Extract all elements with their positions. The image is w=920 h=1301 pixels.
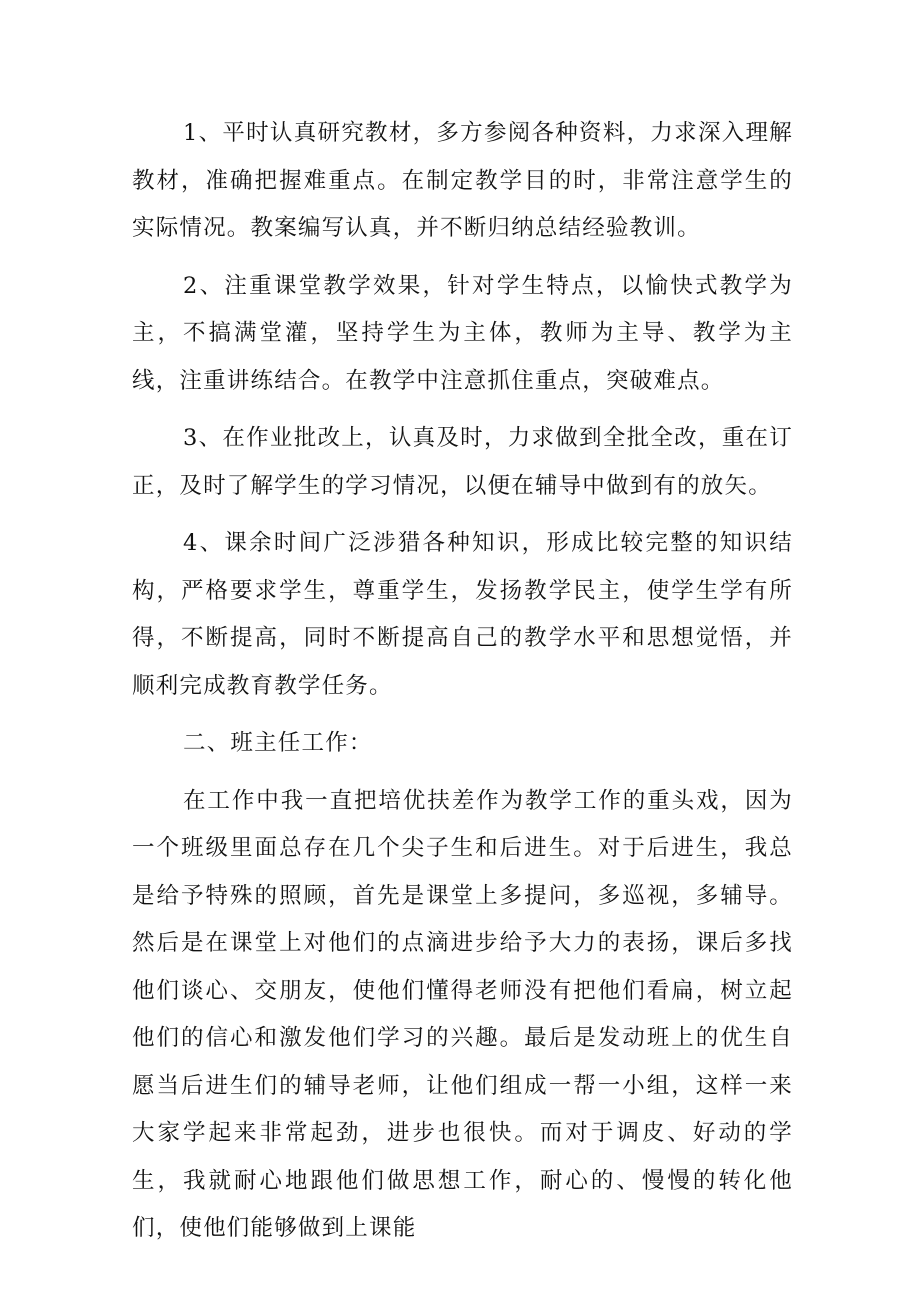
paragraph-1: 1、平时认真研究教材，多方参阅各种资料，力求深入理解教材，准确把握难重点。在制定教学目的时，非常注意学生的实际情况。教案编写认真，并不断归纳总结经验教训。 [132,120,793,241]
section-paragraph: 在工作中我一直把培优扶差作为教学工作的重头戏，因为一个班级里面总存在几个尖子生和后进生。对于后进生，我总是给予特殊的照顾，首先是课堂上多提问，多巡视，多辅导。然后是在课堂上对他们的点滴进步给予大力的表扬，课后多找他们谈心、交朋友，使他们懂得老师没有把他们看扁，树立起他们的信心和激发他们学习的兴趣。最后是发动班上的优生自愿当后进生们的辅导老师，让他们组成一帮一小组，这样一来大家学起来非常起劲，进步也很快。而对于调皮、好动的学生，我就耐心地跟他们做思想工作，耐心的、慢慢的转化他们，使他们能够做到上课能 [132,787,793,1241]
section-heading: 二、班主任工作： [183,730,373,756]
paragraph-4: 4、课余时间广泛涉猎各种知识，形成比较完整的知识结构，严格要求学生，尊重学生，发扬教学民主，使学生学有所得，不断提高，同时不断提高自己的教学水平和思想觉悟，并顺利完成教育教学任务。 [132,530,793,699]
paragraph-3: 3、在作业批改上，认真及时，力求做到全批全改，重在订正，及时了解学生的学习情况，以便在辅导中做到有的放矢。 [132,425,793,499]
paragraph-2: 2、注重课堂教学效果，针对学生特点，以愉快式教学为主，不搞满堂灌，坚持学生为主体，教师为主导、教学为主线，注重讲练结合。在教学中注意抓住重点，突破难点。 [132,272,793,394]
